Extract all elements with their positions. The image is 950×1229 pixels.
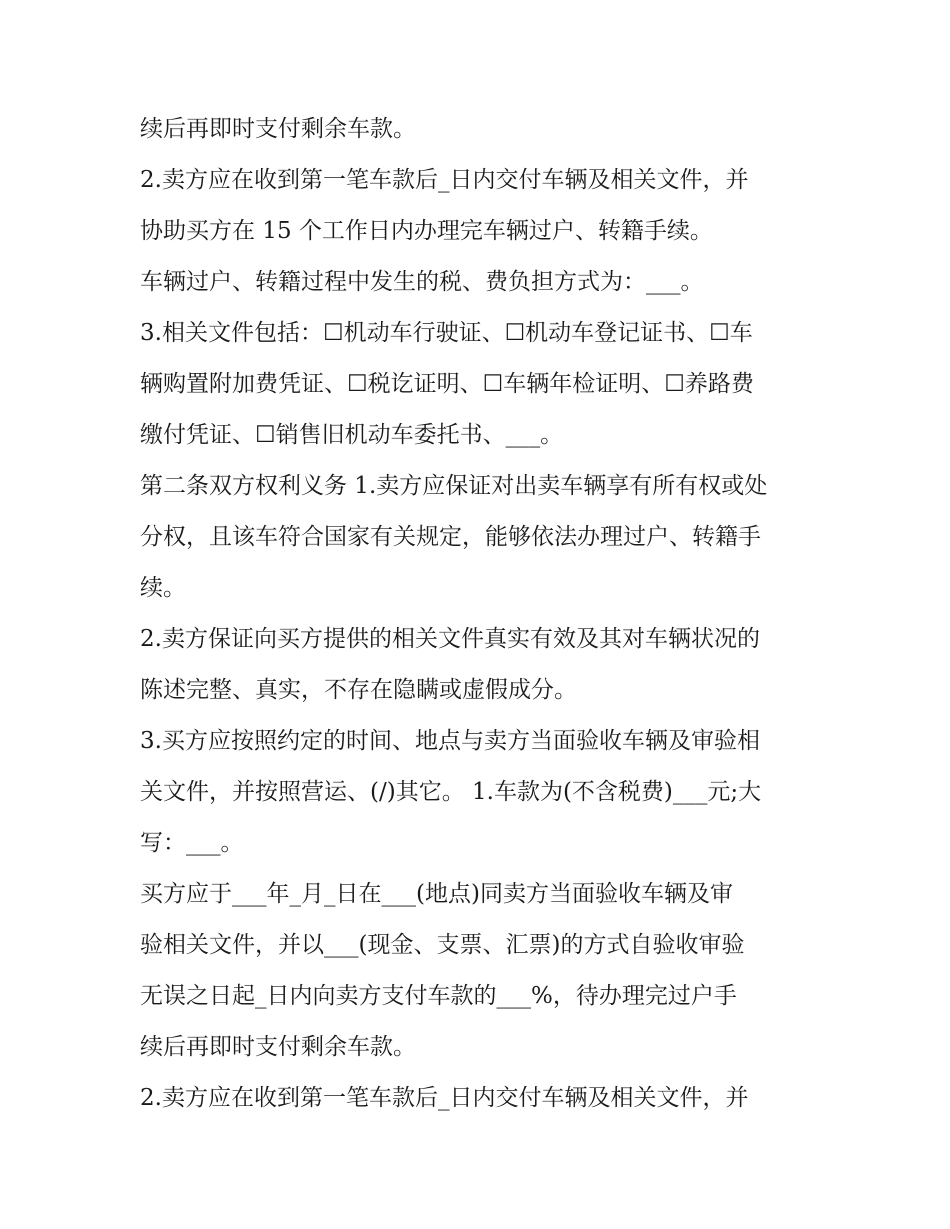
text-line: 验相关文件，并以___(现金、支票、汇票)的方式自验收审验: [140, 932, 745, 958]
text-line: 2.卖方保证向买方提供的相关文件真实有效及其对车辆状况的: [140, 626, 760, 652]
text-line: 2.卖方应在收到第一笔车款后_日内交付车辆及相关文件，并: [140, 167, 749, 193]
text-line: 陈述完整、真实，不存在隐瞒或虚假成分。: [140, 677, 577, 703]
text-line: 第二条双方权利义务 1.卖方应保证对出卖车辆享有所有权或处: [140, 473, 768, 499]
text-line: 2.卖方应在收到第一笔车款后_日内交付车辆及相关文件，并: [140, 1085, 749, 1111]
text-line: 辆购置附加费凭证、☐税讫证明、☐车辆年检证明、☐养路费: [140, 371, 754, 397]
text-line: 3.相关文件包括：☐机动车行驶证、☐机动车登记证书、☐车: [140, 320, 753, 346]
text-line: 3.买方应按照约定的时间、地点与卖方当面验收车辆及审验相: [140, 728, 760, 754]
text-line: 缴付凭证、☐销售旧机动车委托书、___。: [140, 422, 564, 448]
contract-text: [140, 104, 820, 1124]
text-line: 分权，且该车符合国家有关规定，能够依法办理过户、转籍手: [140, 524, 761, 550]
text-line: 无误之日起_日内向卖方支付车款的___%，待办理完过户手: [140, 983, 737, 1009]
text-line: 车辆过户、转籍过程中发生的税、费负担方式为：___。: [140, 269, 704, 295]
text-line: 协助买方在 15 个工作日内办理完车辆过户、转籍手续。: [140, 218, 713, 244]
text-line: 续后再即时支付剩余车款。: [140, 1034, 416, 1060]
text-line: 续。: [140, 575, 186, 601]
text-line: 续后再即时支付剩余车款。: [140, 116, 416, 142]
text-line: 买方应于___年_月_日在___(地点)同卖方当面验收车辆及审: [140, 881, 733, 907]
text-line: 写：___。: [140, 830, 244, 856]
text-line: 关文件，并按照营运、(/)其它。 1.车款为(不含税费)___元;大: [140, 779, 762, 805]
